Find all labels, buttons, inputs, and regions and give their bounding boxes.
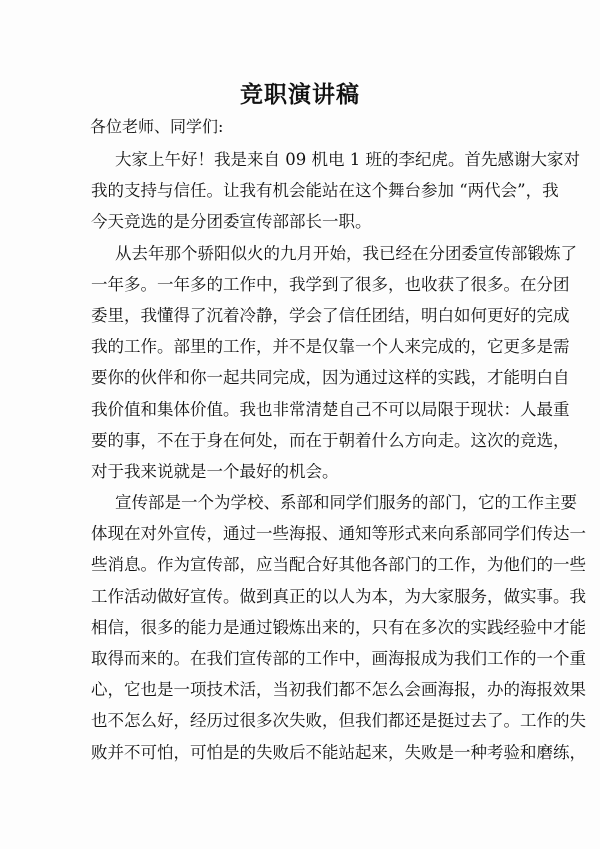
- text-line: 要的事，不在于身在何处，而在于朝着什么方向走。这次的竞选，: [91, 430, 570, 450]
- text-line: 今天竞选的是分团委宣传部部长一职。: [91, 212, 372, 232]
- text-line: 体现在对外宣传，通过一些海报、通知等形式来向系部同学们传达一: [91, 524, 586, 544]
- text-line: 相信，很多的能力是通过锻炼出来的，只有在多次的实践经验中才能: [91, 617, 586, 637]
- page-title: 竞职演讲稿: [240, 81, 360, 108]
- text-line: 对于我来说就是一个最好的机会。: [91, 461, 339, 481]
- salutation: 各位老师、同学们:: [90, 117, 224, 136]
- text-line: 工作活动做好宣传。做到真正的以人为本，为大家服务，做实事。我: [91, 586, 586, 606]
- text-line: 取得而来的。在我们宣传部的工作中，画海报成为我们工作的一个重: [91, 649, 586, 668]
- text-line: 委里，我懂得了沉着冷静，学会了信任团结，明白如何更好的完成: [91, 305, 570, 325]
- document-body: [91, 144, 586, 768]
- text-line: 我的工作。部里的工作，并不是仅靠一个人来完成的，它更多是需: [91, 337, 570, 357]
- text-line: 我价值和集体价值。我也非常清楚自己不可以局限于现状：人最重: [91, 399, 570, 419]
- text-line: 从去年那个骄阳似火的九月开始，我已经在分团委宣传部锻炼了: [115, 243, 577, 263]
- text-line: 心，它也是一项技术活，当初我们都不怎么会画海报，办的海报效果: [91, 680, 586, 700]
- text-line: 也不怎么好，经历过很多次失败，但我们都还是挺过去了。工作的失: [91, 711, 586, 731]
- text-line: 些消息。作为宣传部，应当配合好其他各部门的工作，为他们的一些: [91, 555, 586, 575]
- text-line: 我的支持与信任。让我有机会能站在这个舞台参加 “两代会”，我: [91, 181, 559, 201]
- text-line: 宣传部是一个为学校、系部和同学们服务的部门，它的工作主要: [115, 493, 577, 513]
- text-line: 要你的伙伴和你一起共同完成，因为通过这样的实践，才能明白自: [91, 368, 570, 388]
- text-line: 败并不可怕，可怕是的失败后不能站起来，失败是一种考验和磨练，: [91, 742, 586, 762]
- text-line: 大家上午好！我是来自 09 机电 1 班的李纪虎。首先感谢大家对: [115, 150, 580, 169]
- text-line: 一年多。一年多的工作中，我学到了很多，也收获了很多。在分团: [91, 274, 570, 294]
